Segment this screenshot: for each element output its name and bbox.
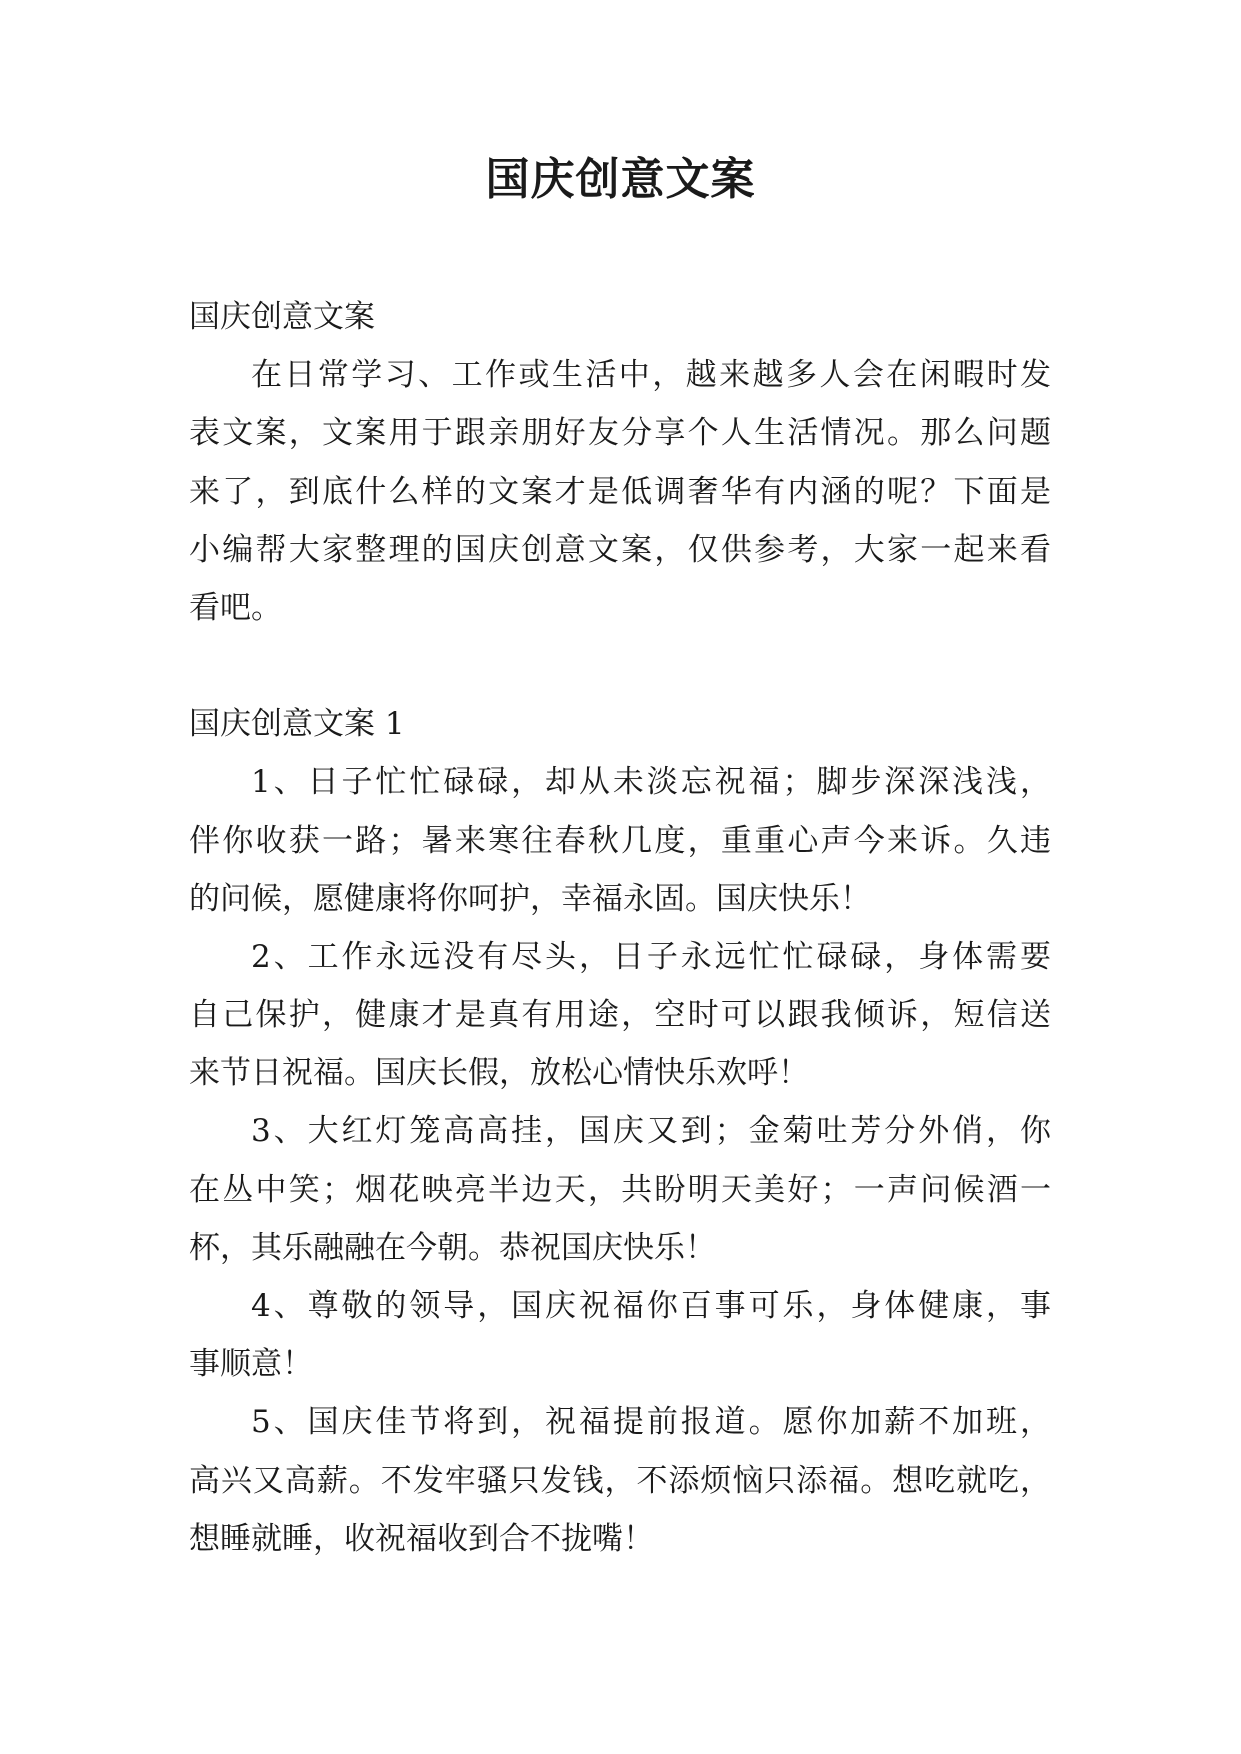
list-item — [189, 1277, 1051, 1393]
list-item — [189, 1393, 1051, 1568]
paragraph-line: 高兴又高薪。不发牢骚只发钱，不添烦恼只添福。想吃就吃， — [189, 1462, 1051, 1499]
paragraph-line: 想睡就睡，收祝福收到合不拢嘴！ — [189, 1520, 654, 1557]
paragraph-line: 在丛中笑；烟花映亮半边天，共盼明天美好；一声问候酒一 — [189, 1171, 1051, 1208]
spacer — [189, 637, 1051, 695]
paragraph-line: 表文案，文案用于跟亲朋好友分享个人生活情况。那么问题 — [189, 415, 1051, 452]
intro-heading: 国庆创意文案 — [189, 299, 375, 335]
list-item — [189, 1102, 1051, 1277]
paragraph-line: 来了，到底什么样的文案才是低调奢华有内涵的呢？下面是 — [189, 473, 1051, 510]
list-item — [189, 928, 1051, 1103]
paragraph-line: 看吧。 — [189, 589, 282, 626]
paragraph-line: 小编帮大家整理的国庆创意文案，仅供参考，大家一起来看 — [189, 531, 1051, 568]
list-item — [189, 753, 1051, 928]
paragraph-line: 1、日子忙忙碌碌，却从未淡忘祝福；脚步深深浅浅， — [251, 764, 1051, 801]
paragraph-line: 伴你收获一路；暑来寒往春秋几度，重重心声今来诉。久违 — [189, 822, 1051, 859]
paragraph-line: 杯，其乐融融在今朝。恭祝国庆快乐！ — [189, 1229, 716, 1266]
paragraph-line: 的问候，愿健康将你呵护，幸福永固。国庆快乐！ — [189, 880, 871, 917]
paragraph-line: 来节日祝福。国庆长假，放松心情快乐欢呼！ — [189, 1055, 809, 1092]
intro-paragraph — [189, 346, 1051, 637]
paragraph-line: 事顺意！ — [189, 1346, 313, 1383]
document-body — [189, 288, 1051, 1568]
paragraph-line: 2、工作永远没有尽头，日子永远忙忙碌碌，身体需要 — [251, 938, 1051, 975]
paragraph-line: 自己保护，健康才是真有用途，空时可以跟我倾诉，短信送 — [189, 997, 1051, 1034]
paragraph-line: 在日常学习、工作或生活中，越来越多人会在闲暇时发 — [251, 357, 1051, 394]
paragraph-line: 4、尊敬的领导，国庆祝福你百事可乐，身体健康，事 — [251, 1288, 1051, 1324]
section-heading: 国庆创意文案 1 — [189, 706, 405, 743]
paragraph-line: 5、国庆佳节将到，祝福提前报道。愿你加薪不加班， — [251, 1404, 1051, 1441]
document-title: 国庆创意文案 — [485, 154, 756, 205]
paragraph-line: 3、大红灯笼高高挂，国庆又到；金菊吐芳分外俏，你 — [251, 1113, 1051, 1150]
